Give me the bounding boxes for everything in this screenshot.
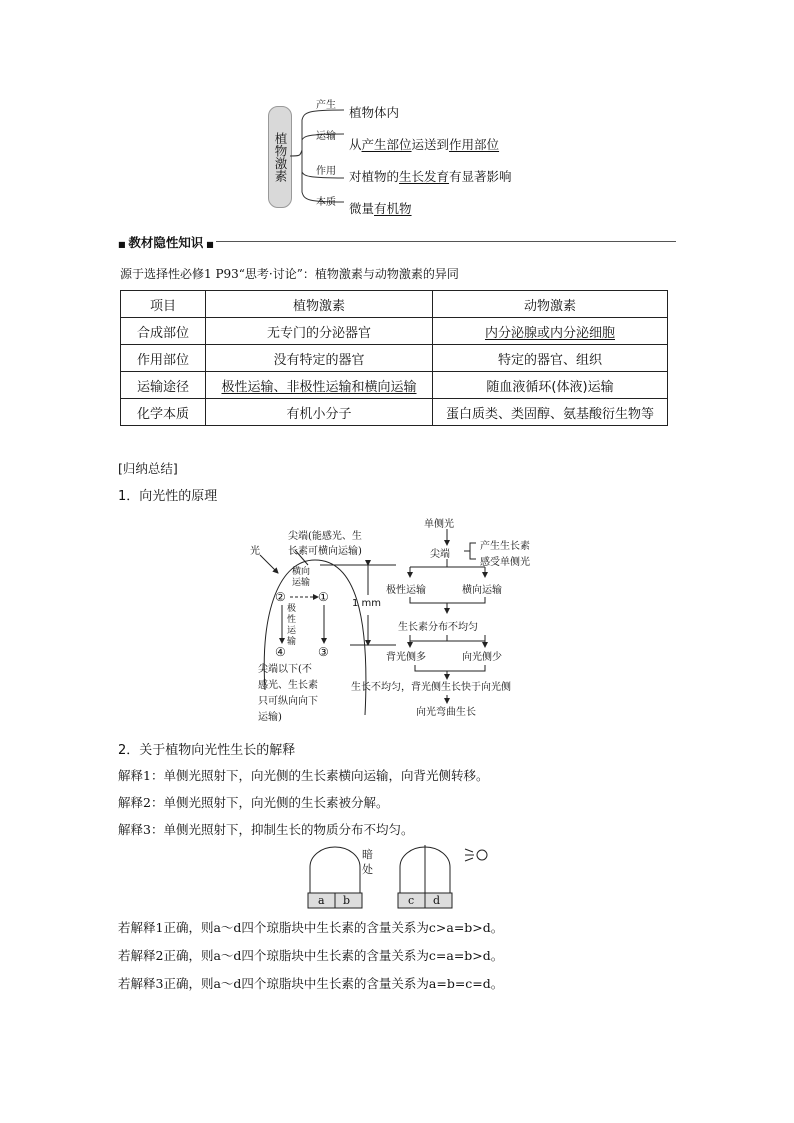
source-note: 源于选择性必修1 P93“思考·讨论”：植物激素与动物激素的异同 <box>120 267 459 281</box>
label-2: ② <box>275 590 286 604</box>
lateral-transport-label: 横向 运输 <box>292 567 311 588</box>
table-cell: 蛋白质类、类固醇、氨基酸衍生物等 <box>433 399 668 426</box>
flow-tip: 尖端 <box>430 549 450 560</box>
flow-growth: 生长不均匀，背光侧生长快于向光侧 <box>351 682 511 693</box>
dark-label: 暗处 <box>362 848 373 876</box>
flow-lateral: 横向运输 <box>462 585 502 596</box>
polar-transport-label: 极 性 运 输 <box>287 604 297 647</box>
flow-polar: 极性运输 <box>386 585 426 596</box>
length-label: 1 mm <box>352 598 382 609</box>
branch-text-function: 对植物的生长发育有显著影响 <box>349 169 512 184</box>
flow-bend: 向光弯曲生长 <box>416 707 476 718</box>
explanation-2: 解释2：单侧光照射下，向光侧的生长素被分解。 <box>118 795 389 810</box>
label-1: ① <box>318 590 329 604</box>
agar-block-d: d <box>433 894 441 907</box>
table-cell: 运输途径 <box>121 372 206 399</box>
summary-tag: [归纳总结] <box>118 461 178 476</box>
table-row <box>121 399 668 426</box>
table-cell: 内分泌腺或内分泌细胞 <box>433 318 668 345</box>
branch-text-produce: 植物体内 <box>349 105 400 120</box>
section-heading-rule <box>216 241 676 242</box>
branch-label-function: 作用 <box>316 166 336 177</box>
light-label: 光 <box>250 546 260 557</box>
tip-desc-line1: 尖端(能感光、生 <box>288 531 362 542</box>
branch-label-transport: 运输 <box>316 131 336 142</box>
comparison-table <box>120 290 668 426</box>
flow-front-less: 向光侧少 <box>462 652 502 663</box>
table-header-row <box>121 291 668 318</box>
branch-label-produce: 产生 <box>316 100 336 111</box>
table-cell: 随血液循环(体液)运输 <box>433 372 668 399</box>
table-cell: 化学本质 <box>121 399 206 426</box>
flow-uneven: 生长素分布不均匀 <box>398 622 478 633</box>
branch-label-nature: 本质 <box>316 197 336 208</box>
item2-title: 2．关于植物向光性生长的解释 <box>118 743 296 758</box>
table-cell: 没有特定的器官 <box>206 345 433 372</box>
section-heading: ■ 教材隐性知识 ■ <box>118 235 214 250</box>
table-header-cell: 项目 <box>121 291 206 318</box>
flow-tip-b: 感受单侧光 <box>480 557 530 568</box>
conclusion-1: 若解释1正确，则a～d四个琼脂块中生长素的含量关系为c>a=b>d。 <box>118 920 504 935</box>
table-cell: 有机小分子 <box>206 399 433 426</box>
conclusion-2: 若解释2正确，则a～d四个琼脂块中生长素的含量关系为c=a=b>d。 <box>118 948 504 963</box>
tip-desc-line2: 长素可横向运输) <box>288 546 362 557</box>
agar-block-drawing <box>305 845 495 910</box>
label-4: ④ <box>275 645 286 659</box>
table-cell: 无专门的分泌器官 <box>206 318 433 345</box>
branch-text-nature: 微量有机物 <box>349 201 412 216</box>
table-row <box>121 318 668 345</box>
table-cell: 极性运输、非极性运输和横向运输 <box>206 372 433 399</box>
label-3: ③ <box>318 645 329 659</box>
flow-tip-a: 产生生长素 <box>480 541 530 552</box>
below-tip-desc: 尖端以下(不 感光、生长素 只可纵向向下 运输) <box>258 664 318 723</box>
table-cell: 特定的器官、组织 <box>433 345 668 372</box>
flow-back-more: 背光侧多 <box>386 652 426 663</box>
table-row <box>121 345 668 372</box>
table-cell: 合成部位 <box>121 318 206 345</box>
table-cell: 作用部位 <box>121 345 206 372</box>
flow-unilateral: 单侧光 <box>424 519 454 530</box>
item1-title: 1．向光性的原理 <box>118 489 218 504</box>
table-header-cell: 植物激素 <box>206 291 433 318</box>
agar-block-b: b <box>343 894 351 907</box>
agar-block-c: c <box>408 894 415 907</box>
concept-map-root: 植物激素 <box>268 106 292 208</box>
branch-text-transport: 从产生部位运送到作用部位 <box>349 137 500 152</box>
conclusion-3: 若解释3正确，则a～d四个琼脂块中生长素的含量关系为a=b=c=d。 <box>118 976 504 991</box>
explanation-1: 解释1：单侧光照射下，向光侧的生长素横向运输，向背光侧转移。 <box>118 768 489 783</box>
table-row <box>121 372 668 399</box>
agar-block-a: a <box>318 894 325 907</box>
table-header-cell: 动物激素 <box>433 291 668 318</box>
explanation-3: 解释3：单侧光照射下，抑制生长的物质分布不均匀。 <box>118 822 414 837</box>
